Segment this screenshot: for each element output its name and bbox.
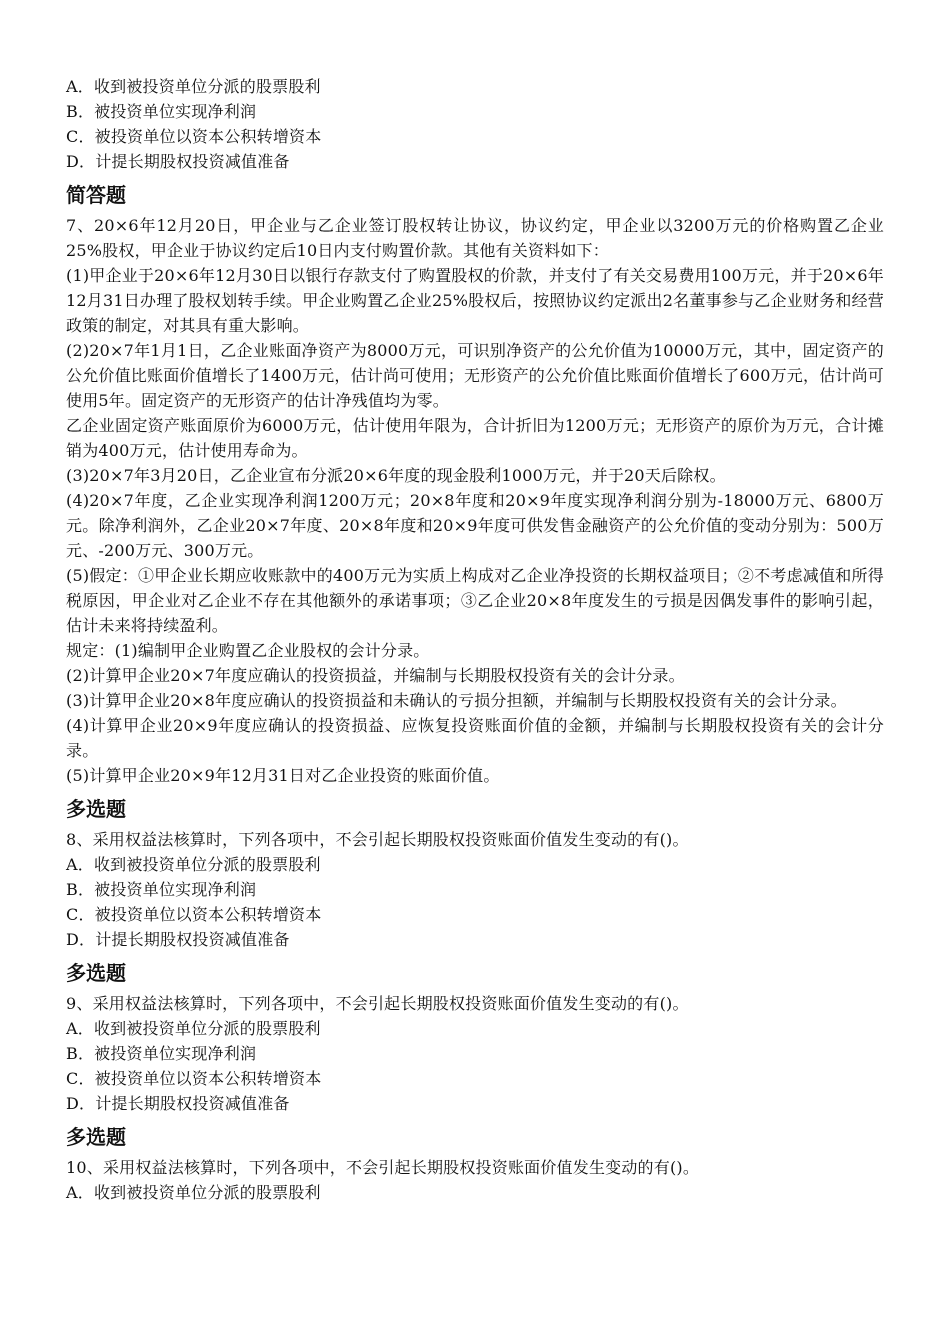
option-d: D．计提长期股权投资减值准备 — [66, 152, 290, 171]
question-7-item-2-continued: 乙企业固定资产账面原价为6000万元，估计使用年限为，合计折旧为1200万元；无形资产的原价为万元，合计摊销为400万元，估计使用寿命为。 — [66, 416, 884, 460]
question-9-stem: 9、采用权益法核算时，下列各项中，不会引起长期股权投资账面价值发生变动的有()。 — [66, 994, 689, 1013]
option-a: A．收到被投资单位分派的股票股利 — [66, 77, 321, 96]
section-heading-short-answer: 简答题 — [66, 183, 126, 207]
question-7-requirement-2: (2)计算甲企业20×7年度应确认的投资损益，并编制与长期股权投资有关的会计分录。 — [66, 666, 685, 685]
question-7-item-3: (3)20×7年3月20日，乙企业宣布分派20×6年度的现金股利1000万元，并于20天后除权。 — [66, 466, 726, 485]
option-a: A．收到被投资单位分派的股票股利 — [66, 1019, 321, 1038]
question-7-requirement-1: 规定：(1)编制甲企业购置乙企业股权的会计分录。 — [66, 641, 430, 660]
section-heading-multiple-choice: 多选题 — [66, 1125, 126, 1149]
question-7-item-2: (2)20×7年1月1日，乙企业账面净资产为8000万元，可识别净资产的公允价值为10000万元，其中，固定资产的公允价值比账面价值增长了1400万元，估计尚可使用；无形资产的公允价值比账面价值增长了600万元，估计尚可使用5年。固定资产的无形资产的估计净残值均为零。 — [66, 341, 884, 410]
option-b: B．被投资单位实现净利润 — [66, 102, 257, 121]
question-7-item-1: (1)甲企业于20×6年12月30日以银行存款支付了购置股权的价款，并支付了有关交易费用100万元，并于20×6年12月31日办理了股权划转手续。甲企业购置乙企业25%股权后，按照协议约定派出2名董事参与乙企业财务和经营政策的制定，对其具有重大影响。 — [66, 266, 884, 335]
question-7-requirement-4: (4)计算甲企业20×9年度应确认的投资损益、应恢复投资账面价值的金额，并编制与长期股权投资有关的会计分录。 — [66, 716, 884, 760]
question-7-item-4: (4)20×7年度，乙企业实现净利润1200万元；20×8年度和20×9年度实现净利润分别为-18000万元、6800万元。除净利润外，乙企业20×7年度、20×8年度和20×9年度可供发售金融资产的公允价值的变动分别为：500万元、-200万元、300万元。 — [66, 491, 884, 560]
option-d: D．计提长期股权投资减值准备 — [66, 930, 290, 949]
option-d: D．计提长期股权投资减值准备 — [66, 1094, 290, 1113]
question-8-stem: 8、采用权益法核算时，下列各项中，不会引起长期股权投资账面价值发生变动的有()。 — [66, 830, 689, 849]
question-7-requirement-5: (5)计算甲企业20×9年12月31日对乙企业投资的账面价值。 — [66, 766, 500, 785]
option-a: A．收到被投资单位分派的股票股利 — [66, 1183, 321, 1202]
option-b: B．被投资单位实现净利润 — [66, 880, 257, 899]
option-b: B．被投资单位实现净利润 — [66, 1044, 257, 1063]
option-c: C．被投资单位以资本公积转增资本 — [66, 1069, 322, 1088]
section-heading-multiple-choice: 多选题 — [66, 961, 126, 985]
question-7-requirement-3: (3)计算甲企业20×8年度应确认的投资损益和未确认的亏损分担额，并编制与长期股权投资有关的会计分录。 — [66, 691, 847, 710]
option-c: C．被投资单位以资本公积转增资本 — [66, 127, 322, 146]
question-10-stem: 10、采用权益法核算时，下列各项中，不会引起长期股权投资账面价值发生变动的有()。 — [66, 1158, 700, 1177]
option-c: C．被投资单位以资本公积转增资本 — [66, 905, 322, 924]
section-heading-multiple-choice: 多选题 — [66, 797, 126, 821]
option-a: A．收到被投资单位分派的股票股利 — [66, 855, 321, 874]
question-7-item-5: (5)假定：①甲企业长期应收账款中的400万元为实质上构成对乙企业净投资的长期权益项目；②不考虑减值和所得税原因，甲企业对乙企业不存在其他额外的承诺事项；③乙企业20×8年度发生的亏损是因偶发事件的影响引起，估计未来将持续盈利。 — [66, 566, 884, 635]
question-7-stem: 7、20×6年12月20日，甲企业与乙企业签订股权转让协议，协议约定，甲企业以3200万元的价格购置乙企业25%股权，甲企业于协议约定后10日内支付购置价款。其他有关资料如下： — [66, 216, 884, 260]
